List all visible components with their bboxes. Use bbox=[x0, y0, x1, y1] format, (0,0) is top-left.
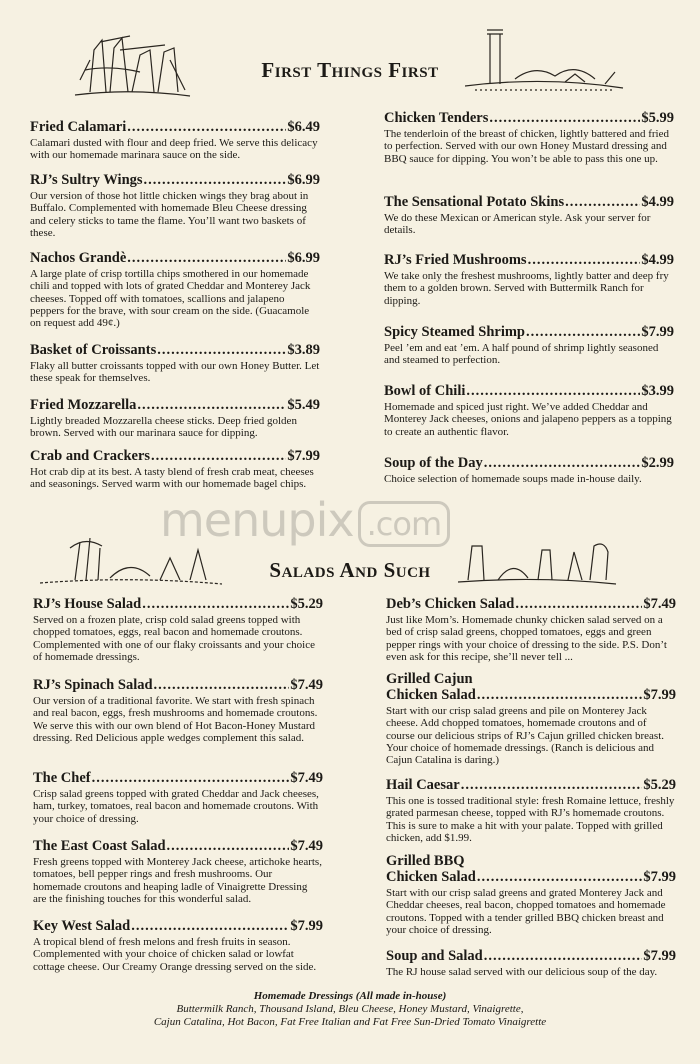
item-price: $5.29 bbox=[643, 777, 676, 793]
dot-leader bbox=[144, 172, 287, 188]
item-description: We do these Mexican or American style. Ask your server for details. bbox=[384, 212, 651, 237]
item-price: $7.99 bbox=[643, 948, 676, 964]
menu-item bbox=[386, 596, 676, 663]
section-title-first-things-first: First Things First bbox=[261, 58, 439, 82]
item-price: $7.99 bbox=[641, 324, 674, 340]
item-price: $4.99 bbox=[641, 252, 674, 268]
dot-leader bbox=[489, 110, 640, 126]
item-description: Calamari dusted with flour and deep fried. We serve this delicacy with our homemade marinara sauce on the side. bbox=[30, 137, 318, 162]
item-price: $6.49 bbox=[287, 119, 320, 135]
item-name: Fried Calamari bbox=[30, 119, 127, 135]
item-description: Served on a frozen plate, crisp cold salad greens topped with chopped tomatoes, eggs, real bacon and homemade croutons. Complemented with one of our flaky croissants and your choice of homemade dressings. bbox=[33, 614, 315, 663]
item-name: Soup of the Day bbox=[384, 455, 483, 471]
item-name: Basket of Croissants bbox=[30, 342, 157, 358]
item-name: Hail Caesar bbox=[386, 777, 460, 793]
item-price: $5.29 bbox=[290, 596, 323, 612]
dot-leader bbox=[477, 687, 643, 703]
dot-leader bbox=[528, 252, 641, 268]
dot-leader bbox=[477, 869, 643, 885]
item-description: Lightly breaded Mozzarella cheese sticks. Deep fried golden brown. Served with our marinara sauce for dipping. bbox=[30, 415, 297, 440]
item-price: $7.49 bbox=[290, 677, 323, 693]
item-description: Flaky all butter croissants topped with our own Honey Butter. Let these speak for themselves. bbox=[30, 360, 320, 385]
item-description: Start with our crisp salad greens and pile on Monterey Jack cheese. Add chopped tomatoes, homemade croutons and of course our delicious strips of RJ’s Cajun grilled chicken breast. Your choice of homemade dressings. (Ranch is delicious and Cajun Catalina is daring.) bbox=[386, 705, 664, 767]
menu-item bbox=[33, 596, 323, 663]
dot-leader bbox=[484, 948, 643, 964]
menu-item bbox=[384, 194, 674, 237]
item-price: $7.49 bbox=[643, 596, 676, 612]
item-name: Bowl of Chili bbox=[384, 383, 466, 399]
item-name: Chicken Salad bbox=[386, 869, 476, 885]
dressings-line-2: Cajun Catalina, Hot Bacon, Fat Free Italian and Fat Free Sun-Dried Tomato Vinaigrette bbox=[153, 1016, 547, 1028]
menu-item bbox=[30, 250, 320, 329]
item-price: $4.99 bbox=[641, 194, 674, 210]
dressings-line-1: Buttermilk Ranch, Thousand Island, Bleu Cheese, Honey Mustard, Vinaigrette, bbox=[176, 1003, 524, 1015]
menu-item bbox=[386, 671, 676, 766]
dressings-footer bbox=[40, 990, 660, 1029]
menu-item bbox=[384, 252, 674, 307]
menu-item bbox=[30, 342, 320, 385]
item-description: Homemade and spiced just right. We’ve added Cheddar and Monterey Jack cheeses, onions and jalapeno peppers as a topping to create an authentic flavor. bbox=[384, 401, 672, 438]
item-name: RJ’s Sultry Wings bbox=[30, 172, 143, 188]
dot-leader bbox=[565, 194, 640, 210]
section-title-salads-and-such: Salads And Such bbox=[269, 558, 431, 582]
menupix-watermark bbox=[160, 490, 540, 550]
menu-item bbox=[386, 948, 676, 978]
item-name: Soup and Salad bbox=[386, 948, 483, 964]
item-name: The East Coast Salad bbox=[33, 838, 166, 854]
watermark-box: .com bbox=[358, 501, 451, 547]
item-name: RJ’s House Salad bbox=[33, 596, 142, 612]
item-name: Chicken Salad bbox=[386, 687, 476, 703]
dot-leader bbox=[466, 383, 640, 399]
item-description: Hot crab dip at its best. A tasty blend of fresh crab meat, cheeses and seasonings. Served warm with our homemade bagel chips. bbox=[30, 466, 314, 491]
item-price: $3.89 bbox=[287, 342, 320, 358]
item-price: $7.99 bbox=[643, 687, 676, 703]
menu-item bbox=[30, 448, 320, 491]
dot-leader bbox=[131, 918, 289, 934]
item-price: $7.99 bbox=[643, 869, 676, 885]
item-name: Chicken Tenders bbox=[384, 110, 489, 126]
item-description: This one is tossed traditional style: fresh Romaine lettuce, freshly grated parmesan cheese, topped with RJ’s homemade croutons. This is sure to make a hit with your palate. Topped with grilled chicken, add $1.99. bbox=[386, 795, 675, 844]
item-price: $3.99 bbox=[641, 383, 674, 399]
item-description: Start with our crisp salad greens and grated Monterey Jack and Cheddar cheeses, real bacon, chopped tomatoes and homemade croutons. Topped with a tender grilled BBQ chicken breast and your choice of dressing. bbox=[386, 887, 666, 936]
dot-leader bbox=[484, 455, 641, 471]
item-name: RJ’s Fried Mushrooms bbox=[384, 252, 527, 268]
menu-item bbox=[33, 770, 323, 825]
item-description: Choice selection of homemade soups made in-house daily. bbox=[384, 473, 642, 485]
item-price: $5.99 bbox=[641, 110, 674, 126]
menu-item bbox=[384, 383, 674, 438]
item-description: The tenderloin of the breast of chicken, lightly battered and fried to perfection. Served with our own Honey Mustard dressing and BBQ sauce for dipping. You won’t be able to pass this one up. bbox=[384, 128, 669, 165]
menu-item bbox=[30, 119, 320, 162]
menu-item bbox=[384, 110, 674, 165]
menu-item bbox=[30, 397, 320, 440]
item-description: Just like Mom’s. Homemade chunky chicken salad served on a bed of crisp salad greens, chopped tomatoes, eggs and green pepper rings with your choice of dressing to the side. P.S. Don’t even ask for this recipe, she’ll never tell ... bbox=[386, 614, 667, 663]
item-name: The Sensational Potato Skins bbox=[384, 194, 565, 210]
dot-leader bbox=[515, 596, 642, 612]
item-description: Peel ’em and eat ’em. A half pound of shrimp lightly seasoned and steamed to perfection. bbox=[384, 342, 659, 367]
item-name: RJ’s Spinach Salad bbox=[33, 677, 153, 693]
item-price: $6.99 bbox=[287, 172, 320, 188]
item-description: A tropical blend of fresh melons and fresh fruits in season. Complemented with your choice of chicken salad or lowfat cottage cheese. Our Creamy Orange dressing served on the side. bbox=[33, 936, 317, 973]
menu-item bbox=[384, 455, 674, 485]
item-description: The RJ house salad served with our delicious soup of the day. bbox=[386, 966, 658, 978]
item-name-line1: Grilled Cajun bbox=[386, 671, 473, 687]
item-name: Spicy Steamed Shrimp bbox=[384, 324, 525, 340]
item-price: $7.99 bbox=[290, 918, 323, 934]
dot-leader bbox=[142, 596, 289, 612]
menu-item bbox=[33, 838, 323, 905]
menu-item bbox=[33, 918, 323, 973]
item-price: $7.49 bbox=[290, 770, 323, 786]
item-description: Our version of a traditional favorite. We start with fresh spinach and real bacon, eggs, fresh mushrooms and homemade croutons. We serve this with our own blend of Hot Bacon-Honey Mustard dressing. Red Delicious apple wedges complement this salad. bbox=[33, 695, 318, 744]
watermark-text: menupix bbox=[160, 493, 354, 547]
dot-leader bbox=[526, 324, 640, 340]
item-price: $7.49 bbox=[290, 838, 323, 854]
dot-leader bbox=[154, 677, 290, 693]
item-description: Crisp salad greens topped with grated Cheddar and Jack cheeses, ham, turkey, tomatoes, real bacon and homemade croutons. With your choice of dressing. bbox=[33, 788, 319, 825]
dot-leader bbox=[92, 770, 290, 786]
item-price: $5.49 bbox=[287, 397, 320, 413]
dot-leader bbox=[461, 777, 643, 793]
item-description: A large plate of crisp tortilla chips smothered in our homemade chili and topped with lots of grated Cheddar and Monterey Jack cheeses. Topped off with tomatoes, scallions and jalapeno peppers for the brave, with sour cream on the side. (Guacamole on request add 49¢.) bbox=[30, 268, 311, 330]
dot-leader bbox=[127, 250, 286, 266]
item-name: Nachos Grandè bbox=[30, 250, 127, 266]
menu-item bbox=[386, 777, 676, 844]
dressings-title: Homemade Dressings (All made in-house) bbox=[253, 990, 447, 1002]
item-price: $7.99 bbox=[287, 448, 320, 464]
item-name-line1: Grilled BBQ bbox=[386, 853, 465, 869]
dot-leader bbox=[151, 448, 286, 464]
item-name: Deb’s Chicken Salad bbox=[386, 596, 515, 612]
item-description: Our version of those hot little chicken wings they brag about in Buffalo. Complemented with homemade Bleu Cheese dressing and celery sticks to tame the flame. You’ll want two baskets of these. bbox=[30, 190, 309, 239]
item-name: Key West Salad bbox=[33, 918, 131, 934]
item-price: $6.99 bbox=[287, 250, 320, 266]
item-price: $2.99 bbox=[641, 455, 674, 471]
item-description: We take only the freshest mushrooms, lightly batter and deep fry them to a golden brown. Served with Buttermilk Ranch for dipping. bbox=[384, 270, 669, 307]
item-name: The Chef bbox=[33, 770, 91, 786]
dot-leader bbox=[157, 342, 286, 358]
dot-leader bbox=[137, 397, 286, 413]
menu-item bbox=[30, 172, 320, 239]
menu-item bbox=[33, 677, 323, 744]
menu-item bbox=[386, 853, 676, 936]
item-name: Crab and Crackers bbox=[30, 448, 151, 464]
dot-leader bbox=[167, 838, 290, 854]
item-description: Fresh greens topped with Monterey Jack cheese, artichoke hearts, tomatoes, bell pepper rings and fresh mushrooms. Our homemade croutons and heaping ladle of Vinaigrette Dressing are the finishing touches for this wonderful salad. bbox=[33, 856, 322, 905]
menu-item bbox=[384, 324, 674, 367]
item-name: Fried Mozzarella bbox=[30, 397, 137, 413]
dot-leader bbox=[127, 119, 286, 135]
